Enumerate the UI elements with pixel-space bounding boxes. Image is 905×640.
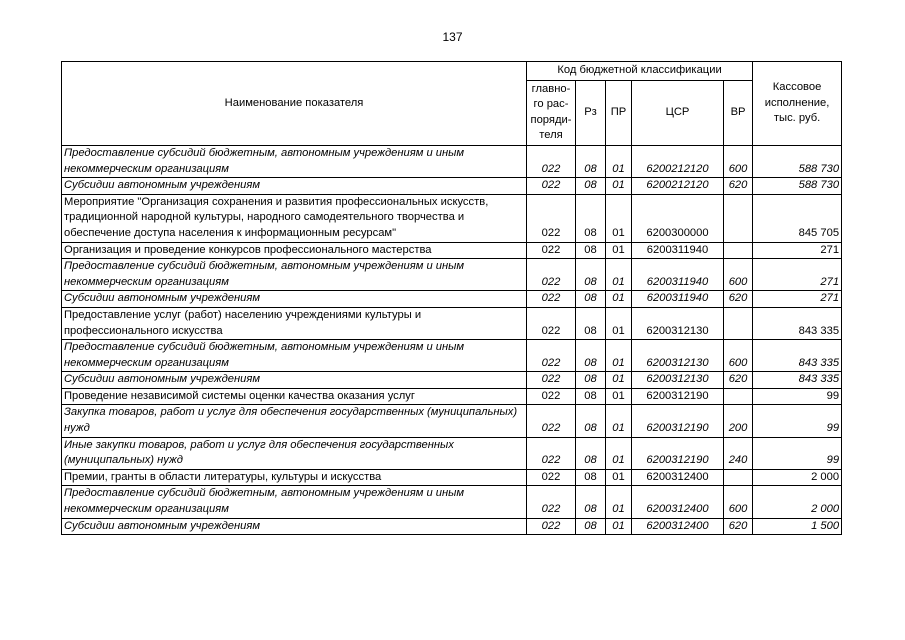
cell-name: Предоставление субсидий бюджетным, автономным учреждениям и иным некоммерческим организациям bbox=[62, 340, 527, 372]
header-kbk-group: Код бюджетной классификации bbox=[527, 62, 753, 81]
table-row bbox=[62, 518, 842, 535]
cell-pr: 01 bbox=[606, 388, 632, 405]
cell-csr: 6200311940 bbox=[632, 291, 724, 308]
cell-amount: 99 bbox=[753, 437, 842, 469]
cell-vr: 620 bbox=[724, 518, 753, 535]
cell-vr: 240 bbox=[724, 437, 753, 469]
cell-vr bbox=[724, 307, 753, 339]
cell-name: Субсидии автономным учреждениям bbox=[62, 291, 527, 308]
cell-amount: 845 705 bbox=[753, 194, 842, 242]
table-row bbox=[62, 307, 842, 339]
table-row bbox=[62, 372, 842, 389]
cell-vr: 620 bbox=[724, 178, 753, 195]
cell-rz: 08 bbox=[576, 145, 606, 177]
cell-csr: 6200312400 bbox=[632, 486, 724, 518]
table-row bbox=[62, 242, 842, 259]
cell-rz: 08 bbox=[576, 291, 606, 308]
cell-csr: 6200212120 bbox=[632, 145, 724, 177]
cell-pr: 01 bbox=[606, 259, 632, 291]
cell-vr: 600 bbox=[724, 259, 753, 291]
cell-csr: 6200311940 bbox=[632, 242, 724, 259]
cell-glavn: 022 bbox=[527, 437, 576, 469]
cell-csr: 6200312400 bbox=[632, 469, 724, 486]
cell-rz: 08 bbox=[576, 405, 606, 437]
cell-pr: 01 bbox=[606, 291, 632, 308]
cell-pr: 01 bbox=[606, 469, 632, 486]
cell-glavn: 022 bbox=[527, 340, 576, 372]
cell-rz: 08 bbox=[576, 437, 606, 469]
header-rz: Рз bbox=[576, 80, 606, 145]
table-row bbox=[62, 486, 842, 518]
cell-rz: 08 bbox=[576, 388, 606, 405]
cell-csr: 6200312190 bbox=[632, 388, 724, 405]
cell-glavn: 022 bbox=[527, 194, 576, 242]
header-pr: ПР bbox=[606, 80, 632, 145]
cell-amount: 271 bbox=[753, 242, 842, 259]
cell-name: Предоставление субсидий бюджетным, автономным учреждениям и иным некоммерческим организациям bbox=[62, 259, 527, 291]
cell-glavn: 022 bbox=[527, 486, 576, 518]
cell-name: Предоставление услуг (работ) населению учреждениями культуры и профессионального искусства bbox=[62, 307, 527, 339]
cell-glavn: 022 bbox=[527, 242, 576, 259]
cell-rz: 08 bbox=[576, 242, 606, 259]
cell-rz: 08 bbox=[576, 486, 606, 518]
cell-vr: 620 bbox=[724, 372, 753, 389]
cell-rz: 08 bbox=[576, 307, 606, 339]
cell-csr: 6200212120 bbox=[632, 178, 724, 195]
cell-csr: 6200300000 bbox=[632, 194, 724, 242]
cell-rz: 08 bbox=[576, 469, 606, 486]
cell-pr: 01 bbox=[606, 405, 632, 437]
cell-glavn: 022 bbox=[527, 307, 576, 339]
cell-glavn: 022 bbox=[527, 388, 576, 405]
cell-csr: 6200312400 bbox=[632, 518, 724, 535]
cell-pr: 01 bbox=[606, 518, 632, 535]
cell-csr: 6200311940 bbox=[632, 259, 724, 291]
cell-amount: 843 335 bbox=[753, 307, 842, 339]
cell-vr: 600 bbox=[724, 340, 753, 372]
cell-amount: 588 730 bbox=[753, 145, 842, 177]
table-row bbox=[62, 388, 842, 405]
table-body bbox=[62, 145, 842, 534]
cell-pr: 01 bbox=[606, 242, 632, 259]
cell-csr: 6200312130 bbox=[632, 372, 724, 389]
cell-csr: 6200312190 bbox=[632, 437, 724, 469]
table-row bbox=[62, 469, 842, 486]
cell-pr: 01 bbox=[606, 372, 632, 389]
cell-glavn: 022 bbox=[527, 518, 576, 535]
page-number: 137 bbox=[442, 30, 463, 44]
cell-amount: 843 335 bbox=[753, 340, 842, 372]
header-row-top bbox=[62, 62, 842, 81]
cell-vr: 200 bbox=[724, 405, 753, 437]
cell-amount: 271 bbox=[753, 259, 842, 291]
header-name: Наименование показателя bbox=[62, 62, 527, 146]
cell-rz: 08 bbox=[576, 194, 606, 242]
table-row bbox=[62, 194, 842, 242]
cell-amount: 843 335 bbox=[753, 372, 842, 389]
table-row bbox=[62, 340, 842, 372]
cell-amount: 2 000 bbox=[753, 486, 842, 518]
table-row bbox=[62, 178, 842, 195]
cell-vr: 600 bbox=[724, 145, 753, 177]
cell-amount: 1 500 bbox=[753, 518, 842, 535]
cell-name: Предоставление субсидий бюджетным, автономным учреждениям и иным некоммерческим организациям bbox=[62, 486, 527, 518]
cell-glavn: 022 bbox=[527, 469, 576, 486]
cell-name: Иные закупки товаров, работ и услуг для обеспечения государственных (муниципальных) нужд bbox=[62, 437, 527, 469]
cell-glavn: 022 bbox=[527, 145, 576, 177]
cell-name: Организация и проведение конкурсов профессионального мастерства bbox=[62, 242, 527, 259]
cell-csr: 6200312130 bbox=[632, 307, 724, 339]
cell-vr bbox=[724, 194, 753, 242]
table-row bbox=[62, 437, 842, 469]
header-glavn: главно- го рас- поряди- теля bbox=[527, 80, 576, 145]
table-row bbox=[62, 259, 842, 291]
cell-vr bbox=[724, 469, 753, 486]
cell-name: Субсидии автономным учреждениям bbox=[62, 372, 527, 389]
cell-name: Предоставление субсидий бюджетным, автономным учреждениям и иным некоммерческим организациям bbox=[62, 145, 527, 177]
cell-csr: 6200312130 bbox=[632, 340, 724, 372]
header-amount: Кассовое исполнение, тыс. руб. bbox=[753, 62, 842, 146]
cell-glavn: 022 bbox=[527, 405, 576, 437]
cell-name: Премии, гранты в области литературы, культуры и искусства bbox=[62, 469, 527, 486]
cell-name: Субсидии автономным учреждениям bbox=[62, 518, 527, 535]
header-csr: ЦСР bbox=[632, 80, 724, 145]
cell-amount: 99 bbox=[753, 405, 842, 437]
cell-amount: 2 000 bbox=[753, 469, 842, 486]
cell-glavn: 022 bbox=[527, 259, 576, 291]
cell-vr bbox=[724, 242, 753, 259]
header-vr: ВР bbox=[724, 80, 753, 145]
cell-rz: 08 bbox=[576, 178, 606, 195]
cell-amount: 99 bbox=[753, 388, 842, 405]
cell-vr: 600 bbox=[724, 486, 753, 518]
table-row bbox=[62, 405, 842, 437]
cell-glavn: 022 bbox=[527, 178, 576, 195]
cell-glavn: 022 bbox=[527, 372, 576, 389]
cell-amount: 588 730 bbox=[753, 178, 842, 195]
cell-pr: 01 bbox=[606, 307, 632, 339]
cell-csr: 6200312190 bbox=[632, 405, 724, 437]
cell-pr: 01 bbox=[606, 178, 632, 195]
cell-name: Мероприятие "Организация сохранения и развития профессиональных искусств, традиционной народной культуры, народного самодеятельного творчества и обеспечение доступа населения к информационным ресурсам" bbox=[62, 194, 527, 242]
cell-glavn: 022 bbox=[527, 291, 576, 308]
cell-rz: 08 bbox=[576, 340, 606, 372]
cell-name: Проведение независимой системы оценки качества оказания услуг bbox=[62, 388, 527, 405]
table-row bbox=[62, 291, 842, 308]
cell-rz: 08 bbox=[576, 372, 606, 389]
cell-pr: 01 bbox=[606, 437, 632, 469]
cell-vr: 620 bbox=[724, 291, 753, 308]
cell-amount: 271 bbox=[753, 291, 842, 308]
cell-pr: 01 bbox=[606, 194, 632, 242]
table-row bbox=[62, 145, 842, 177]
cell-rz: 08 bbox=[576, 518, 606, 535]
cell-name: Закупка товаров, работ и услуг для обеспечения государственных (муниципальных) нужд bbox=[62, 405, 527, 437]
cell-pr: 01 bbox=[606, 145, 632, 177]
cell-rz: 08 bbox=[576, 259, 606, 291]
cell-pr: 01 bbox=[606, 340, 632, 372]
cell-pr: 01 bbox=[606, 486, 632, 518]
budget-table bbox=[61, 61, 842, 535]
cell-vr bbox=[724, 388, 753, 405]
cell-name: Субсидии автономным учреждениям bbox=[62, 178, 527, 195]
